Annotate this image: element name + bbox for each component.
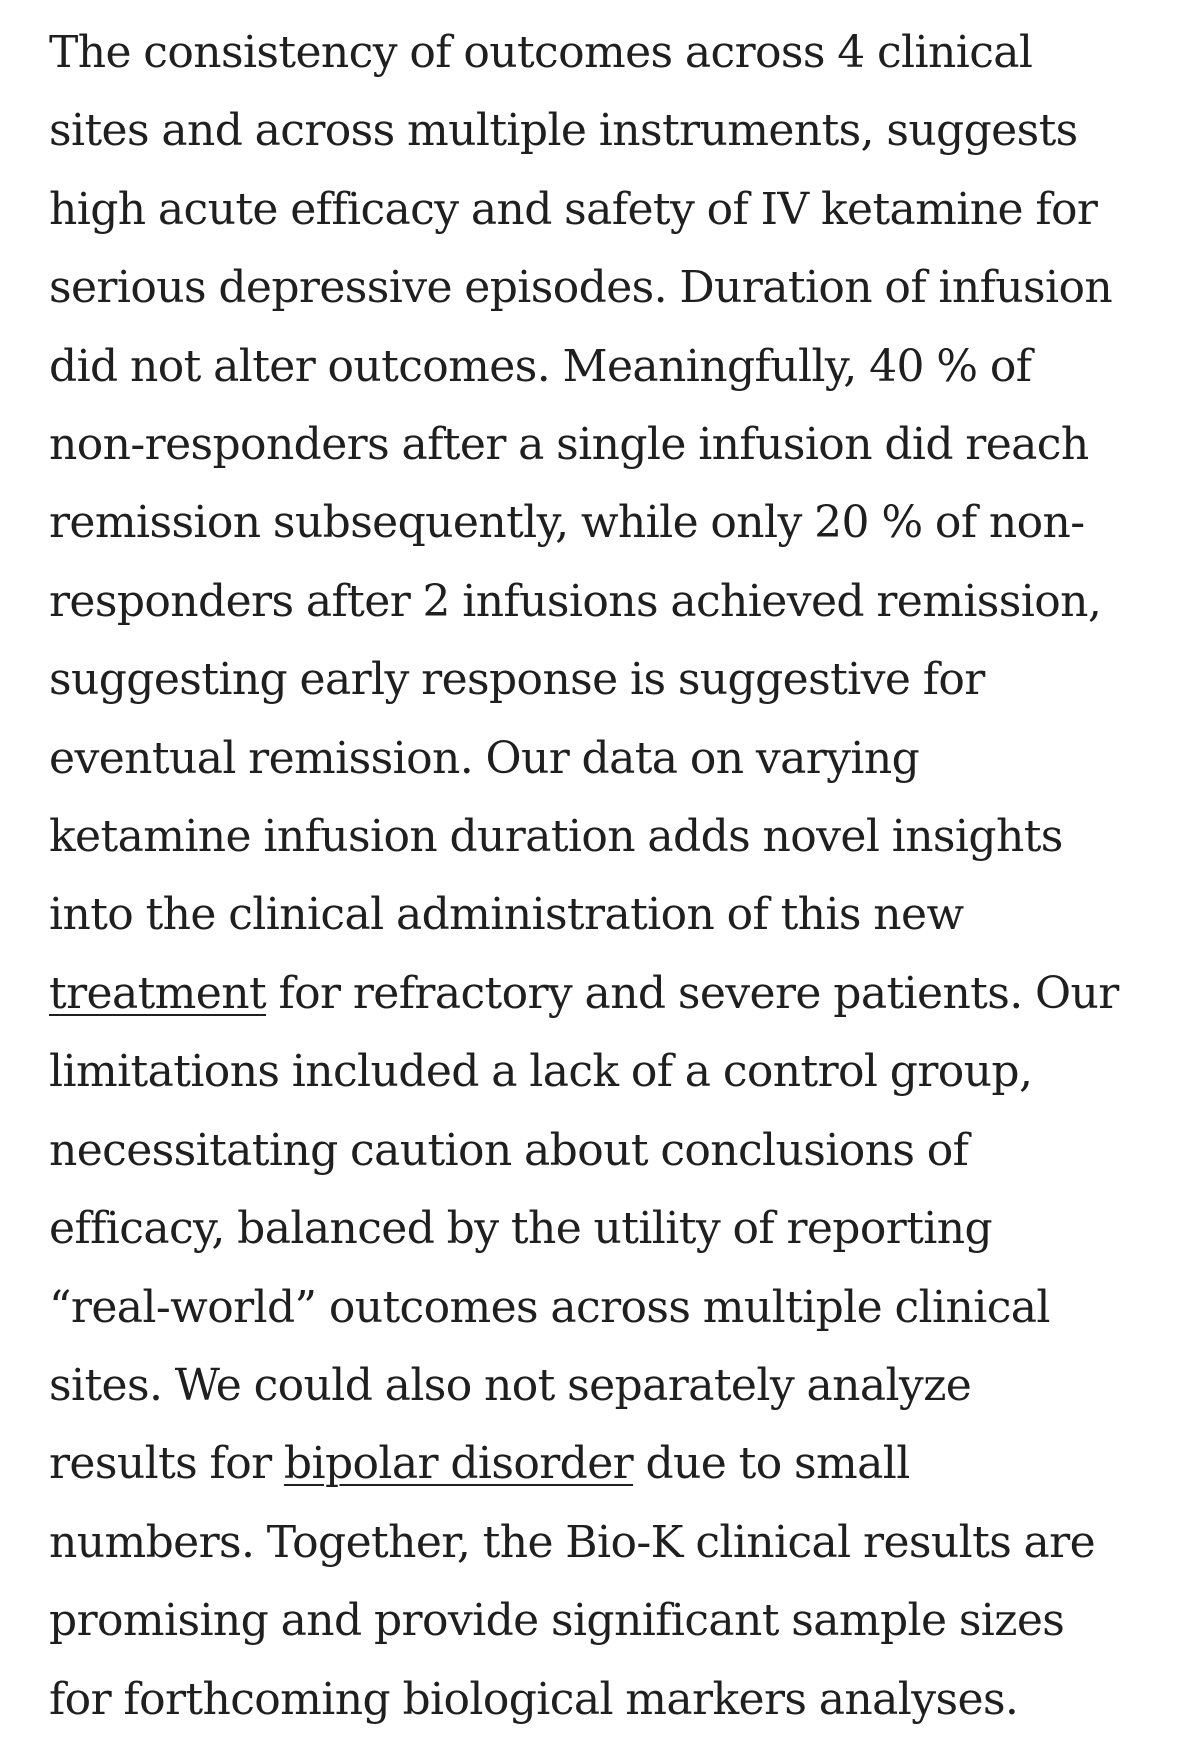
treatment-link[interactable]: treatment <box>49 967 267 1019</box>
text-line: limitations included a lack of a control group, <box>49 1046 1033 1098</box>
text-line: sites. We could also not separately analyze <box>49 1359 972 1411</box>
text-segment: for refractory and severe patients. Our <box>266 967 1119 1019</box>
text-line: for forthcoming biological markers analyses. <box>49 1673 1019 1725</box>
text-line: The consistency of outcomes across 4 clinical <box>49 27 1033 78</box>
text-line: efficacy, balanced by the utility of reporting <box>49 1203 993 1255</box>
text-line: serious depressive episodes. Duration of infusion <box>49 262 1113 314</box>
text-segment: due to small <box>633 1438 910 1490</box>
text-line: “real-world” outcomes across multiple clinical <box>49 1281 1050 1333</box>
text-line: did not alter outcomes. Meaningfully, 40 % of <box>49 340 1032 392</box>
text-line: numbers. Together, the Bio-K clinical results are <box>49 1516 1096 1568</box>
text-line-with-link <box>49 955 1159 1033</box>
text-line: responders after 2 infusions achieved remission, <box>49 575 1102 627</box>
text-line: promising and provide significant sample sizes <box>49 1595 1065 1647</box>
text-line: high acute efficacy and safety of IV ketamine for <box>49 183 1098 235</box>
text-line-with-link <box>49 1425 1159 1503</box>
article-paragraph <box>49 14 1159 1739</box>
text-line: eventual remission. Our data on varying <box>49 732 920 784</box>
text-line: ketamine infusion duration adds novel insights <box>49 811 1063 863</box>
text-line: into the clinical administration of this new <box>49 889 964 941</box>
text-line: sites and across multiple instruments, suggests <box>49 105 1078 157</box>
text-line: suggesting early response is suggestive for <box>49 654 985 706</box>
text-line: non-responders after a single infusion did reach <box>49 419 1089 471</box>
text-line: necessitating caution about conclusions of <box>49 1124 969 1176</box>
text-segment: results for <box>49 1438 284 1490</box>
bipolar-disorder-link[interactable]: bipolar disorder <box>283 1438 634 1490</box>
text-line: remission subsequently, while only 20 % of non- <box>49 497 1085 549</box>
